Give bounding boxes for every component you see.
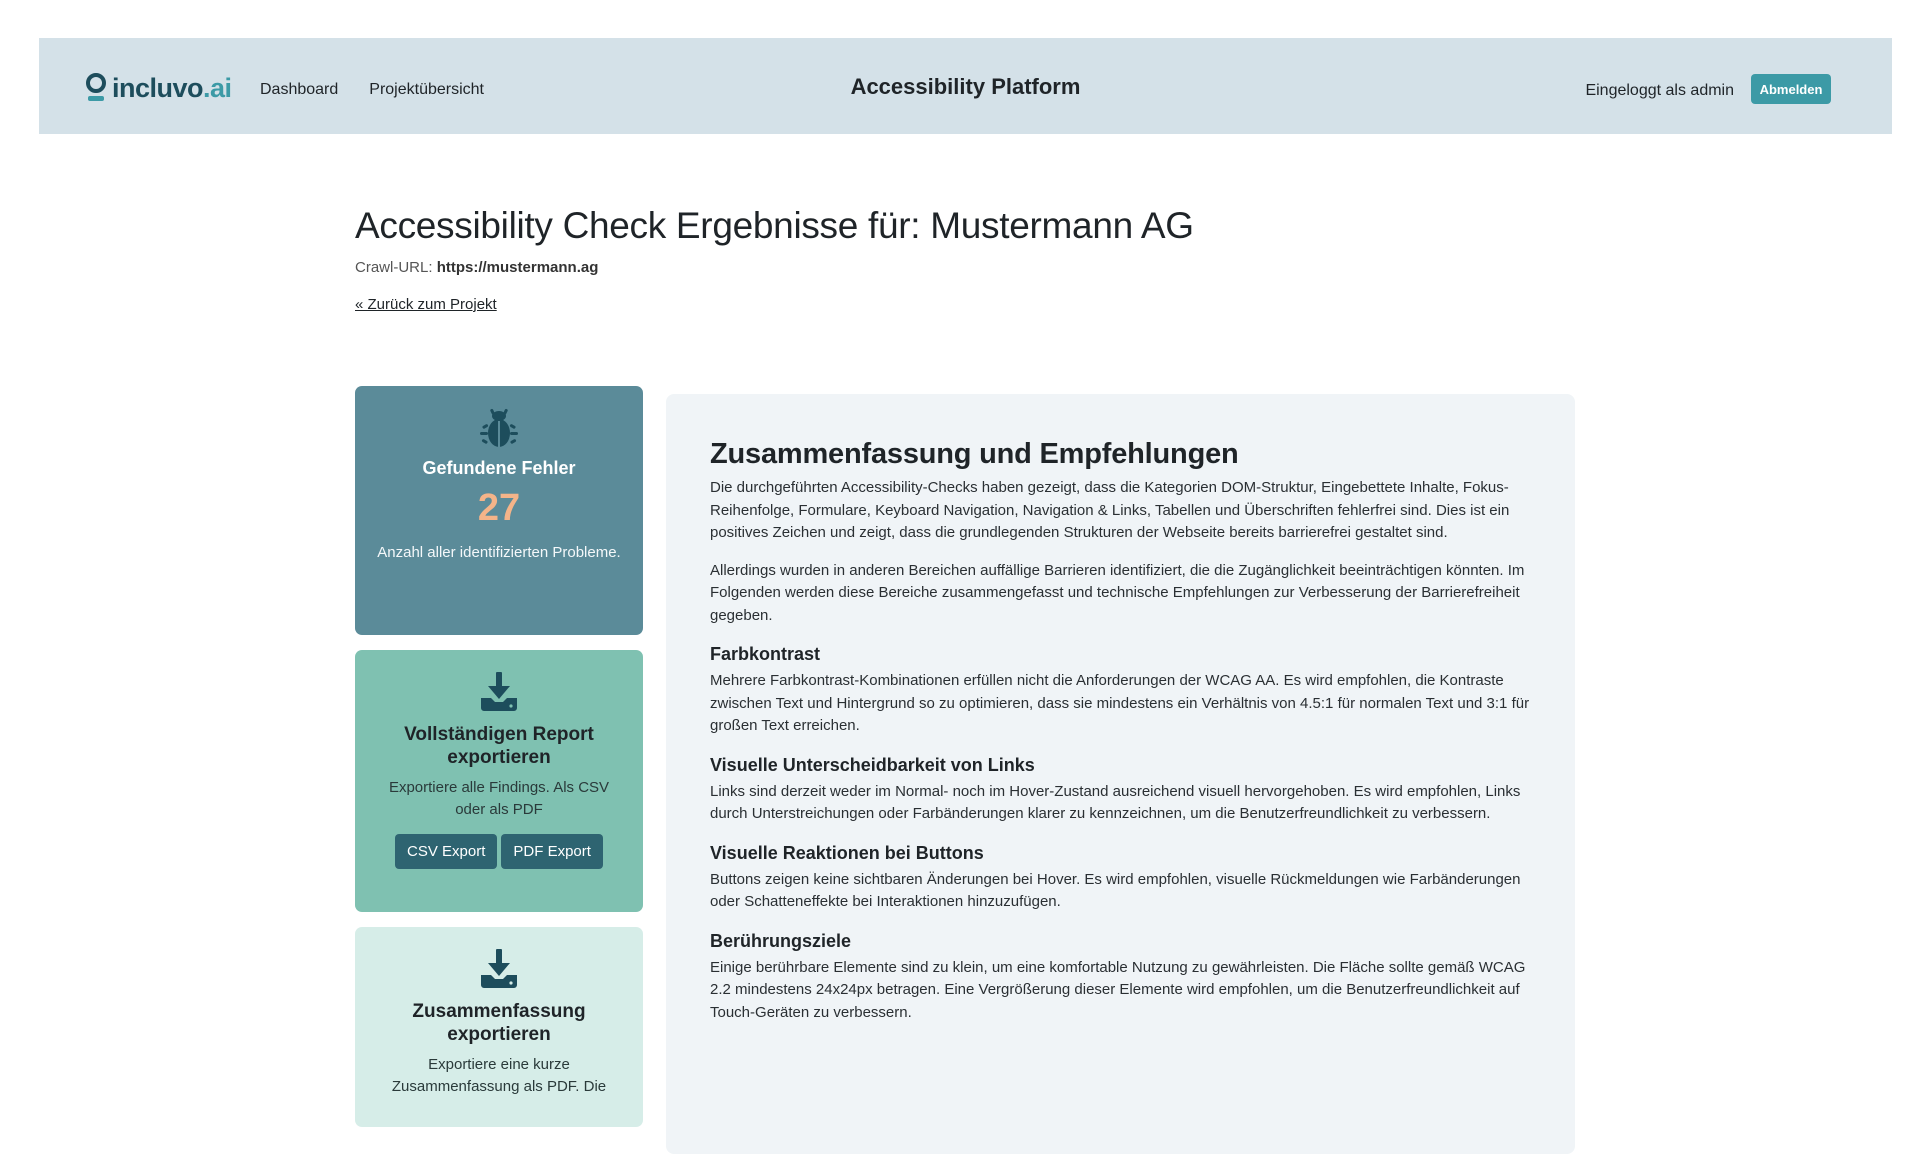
page-header [355,205,1194,314]
section-text: Einige berührbare Elemente sind zu klein, um eine komfortable Nutzung zu gewährleisten. Die Fläche sollte gemäß WCAG 2.2 mindestens 24x24px betragen. Eine Vergrößerung dieser Elemente wird empfohlen, um die Benutzerfreundlichkeit auf Touch-Geräten zu verbessern. [710,958,1526,1021]
section-title: Visuelle Unterscheidbarkeit von Links [710,754,1035,775]
nav-dashboard[interactable]: Dashboard [260,81,339,98]
summary-heading: Zusammenfassung und Empfehlungen [710,438,1239,470]
export-report-card [355,650,643,912]
page-title: Accessibility Check Ergebnisse für: Mustermann AG [355,205,1194,246]
logo-tld: .ai [203,72,232,103]
export-summary-card [355,927,643,1127]
errors-card [355,386,643,635]
section-title: Farbkontrast [710,644,821,664]
errors-card-desc: Anzahl aller identifizierten Probleme. [377,544,621,561]
crawl-url-value: https://mustermann.ag [436,259,599,276]
crawl-url-line [355,259,1194,276]
errors-card-title: Gefundene Fehler [422,458,576,478]
section-text: Mehrere Farbkontrast-Kombinationen erfüllen nicht die Anforderungen der WCAG AA. Es wird empfohlen, die Kontraste zwischen Text und Hintergrund so zu optimieren, dass sie mindestens ein Verhältnis von 4.5:1 für normalen Text und 3:1 für großen Text erreichen. [710,672,1530,734]
crawl-url-label: Crawl-URL: [355,259,433,276]
logged-in-user: Eingeloggt als admin [1585,82,1734,99]
export-summary-desc: Exportiere eine kurze Zusammenfassung als PDF. Die [391,1056,607,1095]
summary-panel [666,394,1575,1154]
bug-icon [375,408,623,450]
summary-intro-1: Die durchgeführten Accessibility-Checks haben gezeigt, dass die Kategorien DOM-Struktur, Eingebettete Inhalte, Fokus-Reihenfolge, Formulare, Keyboard Navigation, Navigation & Links, Tabellen und Überschriften fehlerfrei sind. Dies ist ein positives Zeichen und zeigt, dass die grundlegenden Strukturen der Webseite bereits barrierefrei gestaltet sind. [710,479,1510,541]
export-report-title: Vollständigen Report exportieren [404,724,594,768]
export-summary-title: Zusammenfassung exportieren [412,1001,586,1045]
section-touch-targets [710,931,1531,1025]
section-text: Links sind derzeit weder im Normal- noch im Hover-Zustand ausreichend visuell hervorgehoben. Es wird empfohlen, Links durch Unterstreichungen oder Farbänderungen klarer zu kennzeichnen, um die Benutzerfreundlichkeit zu verbessern. [710,782,1521,822]
section-button-feedback [710,843,1531,914]
logo[interactable] [84,72,232,104]
section-link-distinguishability [710,755,1531,826]
app-title: Accessibility Platform [850,74,1081,99]
back-to-project-link[interactable]: « Zurück zum Projekt [355,296,497,313]
pdf-export-button[interactable]: PDF Export [501,834,603,869]
top-navbar [39,38,1892,134]
summary-intro-2: Allerdings wurden in anderen Bereichen auffällige Barrieren identifiziert, die die Zugänglichkeit beeinträchtigen könnten. Im Folgenden werden diese Bereiche zusammengefasst und technische Empfehlungen zur Verbesserung der Barrierefreiheit gegeben. [710,561,1525,624]
export-buttons [375,834,623,869]
logo-brand: incluvo [112,72,204,103]
section-title: Berührungsziele [710,930,852,951]
section-text: Buttons zeigen keine sichtbaren Änderungen bei Hover. Es wird empfohlen, visuelle Rückmeldungen wie Farbänderungen oder Schatteneffekte bei Interaktionen hinzuzufügen. [710,870,1521,910]
main-nav [260,81,484,99]
errors-count: 27 [477,487,521,529]
logout-button[interactable]: Abmelden [1751,74,1831,104]
export-report-desc: Exportiere alle Findings. Als CSV oder als PDF [388,779,610,818]
download-icon [375,671,623,713]
section-color-contrast [710,644,1531,738]
location-pin-icon [84,72,108,104]
csv-export-button[interactable]: CSV Export [395,834,497,869]
section-title: Visuelle Reaktionen bei Buttons [710,842,984,863]
nav-projects[interactable]: Projektübersicht [369,81,484,98]
download-icon [375,948,623,990]
